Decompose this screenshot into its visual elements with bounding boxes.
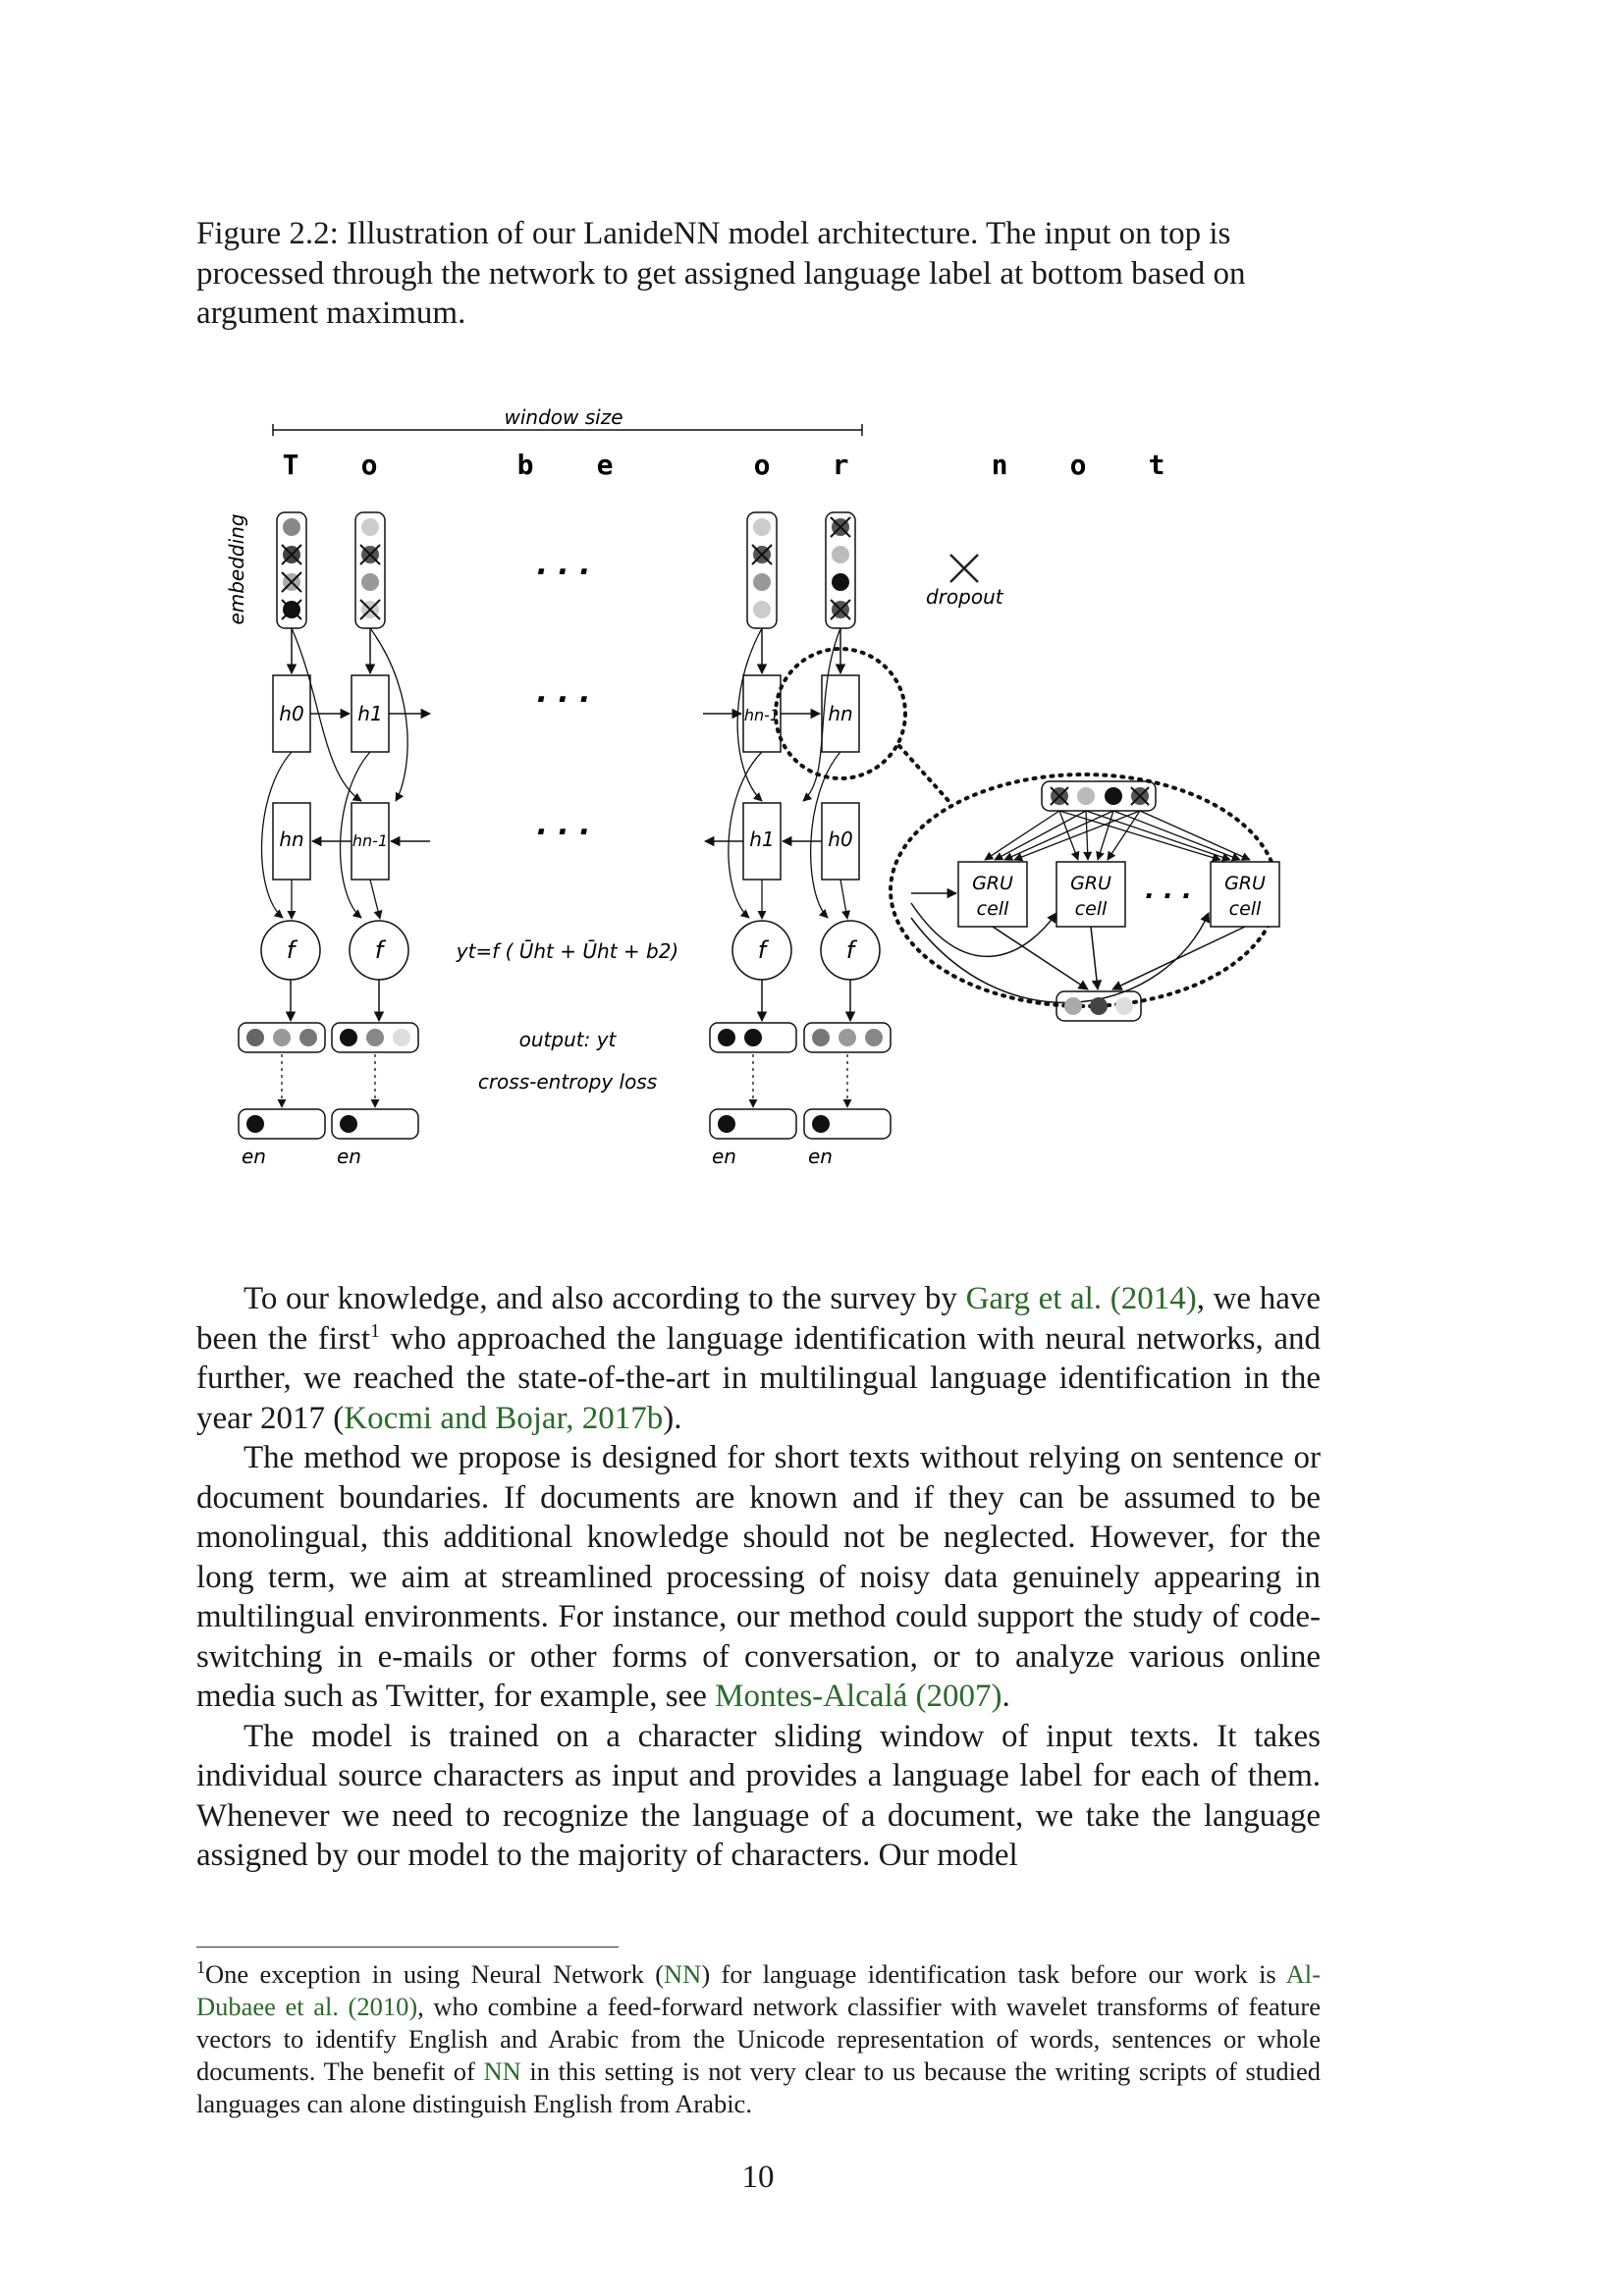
dropout-label: dropout [926,585,1003,609]
embedding-column [277,512,306,628]
ellipsis: . . . [536,548,591,582]
svg-text:GRU: GRU [1224,873,1266,894]
paragraph: The method we propose is designed for short texts without relying on sentence or document boundaries. If documents are known and if they can be assumed to be monolingual, this additional knowledge should not be neglected. However, for the long term, we aim at streamlined processing of noisy data genuinely appearing in multilingual environments. For instance, our method could support the study of code-switching in e-mails or other forms of conversation, or to analyze various online media such as Twitter, for example, see Montes-Alcalá (2007). [196,1440,1321,1714]
forward-hidden-state [352,675,389,752]
output-distribution [710,1023,796,1052]
gru-output-vector [1056,991,1141,1021]
embedding-column [826,512,855,628]
input-char: e [596,449,614,481]
language-label: en [337,1145,361,1168]
svg-text:f: f [374,936,384,964]
input-char: o [753,449,771,481]
svg-text:f: f [845,936,855,964]
svg-text:GRU: GRU [972,873,1013,894]
citation-link[interactable]: Al-Dubaee et al. (2010) [196,1958,1321,2021]
loss-label: cross-entropy loss [477,1070,658,1094]
svg-text:hn: hn [828,702,853,725]
input-char: b [516,449,534,481]
embedding-column [355,512,385,628]
svg-text:h1: h1 [749,828,775,851]
gru-input-vector [1042,781,1156,811]
forward-hidden-state [822,675,859,752]
output-distribution [332,1023,418,1052]
footnote-divider [196,1947,619,1948]
svg-text:h0: h0 [279,702,304,725]
svg-text:cell: cell [1228,898,1262,920]
page-number: 10 [741,2160,775,2195]
gru-cell [1056,862,1125,927]
footnote-mark[interactable]: 1 [370,1319,381,1342]
svg-text:hn-1: hn-1 [743,706,781,724]
activation-node [821,921,880,980]
language-label: en [242,1145,266,1168]
svg-text:GRU: GRU [1070,873,1111,894]
acronym-link[interactable]: NN [664,1958,702,1989]
input-char: n [991,449,1008,481]
svg-text:h1: h1 [357,702,383,725]
window-size-label: window size [504,405,623,429]
activation-node [261,921,320,980]
citation-link[interactable]: Montes-Alcalá (2007) [715,1679,1002,1714]
figure-caption: Figure 2.2: Illustration of our LanideNN model architecture. The input on top is processed through the network to get assigned language label at bottom based on argument maximum. [196,216,1246,331]
svg-text:h0: h0 [828,828,853,851]
language-label: en [808,1145,833,1168]
backward-hidden-state [352,803,389,880]
gold-label-box [710,1109,796,1139]
backward-hidden-state [273,803,310,880]
lanidenn-architecture-figure [224,402,1314,1188]
citation-link[interactable]: Kocmi and Bojar, 2017b [344,1400,664,1436]
input-char: r [832,449,849,481]
paragraph: To our knowledge, and also according to the survey by Garg et al. (2014), we have been the first$^1$ who approached the language identification with neural networks, and further, we reached the state-of-the-art in multilingual language identification in the year 2017 (Kocmi and Bojar, 2017b). [196,1281,1321,1436]
embedding-label: embedding [225,513,248,625]
svg-text:hn: hn [279,828,304,851]
ellipsis: . . . [536,808,591,842]
forward-hidden-state [273,675,310,752]
activation-node [350,921,408,980]
svg-text:f: f [286,936,296,964]
architecture-diagram [224,402,1314,1188]
dropout-icon [950,555,978,582]
footnote-number: 1 [196,1957,205,1977]
gold-label-box [804,1109,891,1139]
footnote: $^1$One exception in using Neural Network (NN) for language identification task before our work is Al-Dubaee et al. (2010), who combine a feed-forward network classifier with wavelet transforms of feature vectors to identify English and Arabic from the Unicode representation of words, sentences or whole documents. The benefit of NN in this setting is not very clear to us because the writing scripts of studied languages can alone distinguish English from Arabic. [196,1957,1321,2118]
body-text [196,1279,1321,1876]
input-char: o [1069,449,1087,481]
svg-text:cell: cell [1074,898,1108,920]
language-label: en [712,1145,736,1168]
activation-node [732,921,791,980]
output-distribution [239,1023,325,1052]
svg-text:f: f [757,936,767,964]
input-char: t [1148,449,1165,481]
ellipsis: . . . [1145,876,1192,905]
input-char: o [360,449,378,481]
citation-link[interactable]: Garg et al. (2014) [965,1281,1197,1316]
svg-text:hn-1: hn-1 [352,831,389,850]
ellipsis: . . . [536,675,591,710]
gru-cell [958,862,1027,927]
svg-text:cell: cell [976,898,1009,920]
gold-label-box [239,1109,325,1139]
backward-hidden-state [743,803,781,880]
gold-label-box [332,1109,418,1139]
input-char: T [282,449,299,481]
gru-cell [1211,862,1279,927]
output-label: output: yt [518,1028,617,1051]
embedding-column [747,512,777,628]
output-formula: yt=f ( Ūht + Ūht + b2) [456,939,679,963]
output-distribution [804,1023,891,1052]
acronym-link[interactable]: NN [483,2056,521,2086]
backward-hidden-state [822,803,859,880]
paragraph: The model is trained on a character sliding window of input texts. It takes individual source characters as input and provides a language label for each of them. Whenever we need to recognize the language of a document, we take the language assigned by our model to the majority of characters. Our model [196,1718,1321,1873]
